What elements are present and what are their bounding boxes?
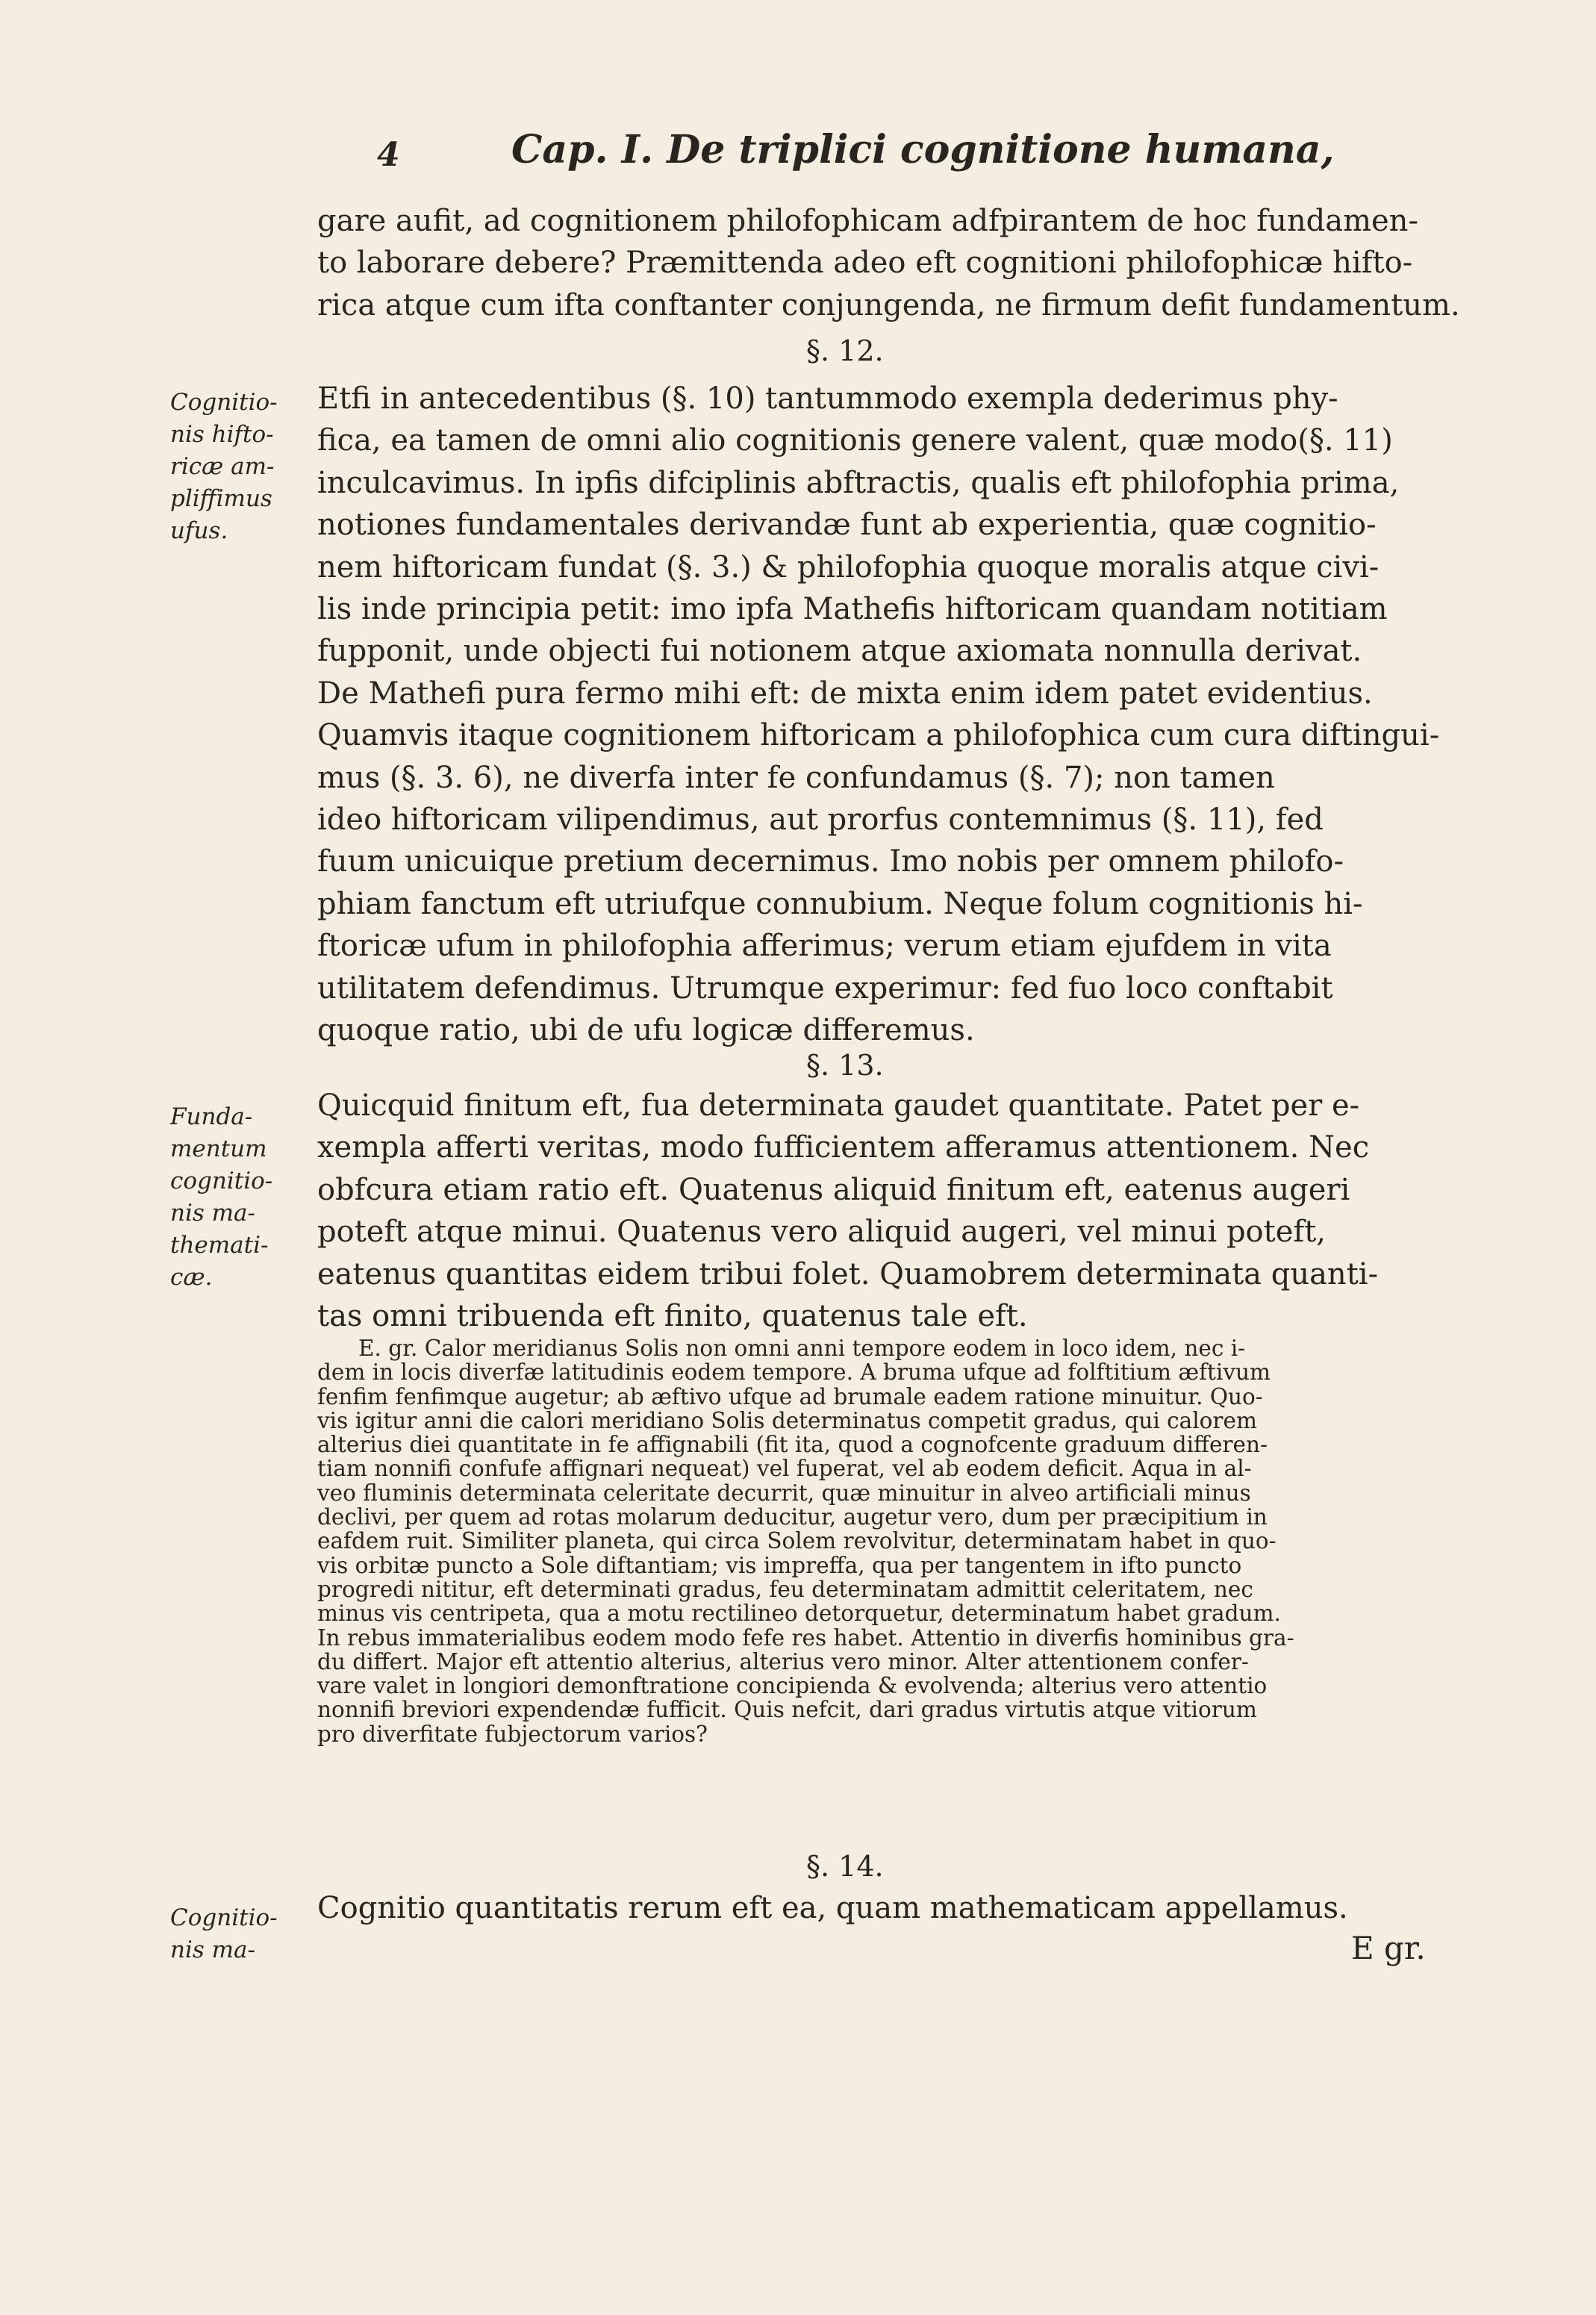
text-line: mus (§. 3. 6), ne diverfa inter fe confundamus (§. 7); non tamen [317,760,1275,795]
note-line: vis orbitæ puncto a Sole diftantiam; vis impreffa, qua per tangentem in ifto puncto [317,1552,1242,1578]
margin-note-section-12 [170,387,312,547]
text-line: poteft atque minui. Quatenus vero aliquid augeri, vel minui poteft, [317,1215,1326,1250]
text-line: lis inde principia petit: imo ipfa Mathefis hiftoricam quandam notitiam [317,592,1388,627]
running-title: Cap. I. De triplici cognitione humana, [511,127,1335,172]
text-line: Quamvis itaque cognitionem hiftoricam a philofophica cum cura diftingui- [317,718,1440,753]
text-line: inculcavimus. In ipfis difciplinis abftractis, qualis eft philofophia prima, [317,465,1400,500]
example-footnote [317,1336,1444,1746]
text-line: utilitatem defendimus. Utrumque experimur: fed fuo loco conftabit [317,970,1333,1006]
margin-note-line: nis hifto- [170,421,274,448]
margin-note-line: mentum [170,1135,267,1162]
text-line: fuum unicuique pretium decernimus. Imo nobis per omnem philofo- [317,844,1344,879]
text-line: gare aufit, ad cognitionem philofophicam adfpirantem de hoc fundamen- [317,204,1418,238]
margin-note-section-13 [170,1101,312,1294]
note-line: vare valet in longiori demonftratione concipienda & evolvenda; alterius vero attentio [317,1673,1268,1699]
text-line: Cognitio quantitatis rerum eft ea, quam mathematicam appellamus. [317,1891,1348,1925]
section-14-body [317,1887,1467,1929]
page-number: 4 [377,136,400,174]
text-line: to laborare debere? Præmittenda adeo eft cognitioni philofophicæ hifto- [317,246,1413,281]
note-line: fenfim fenfimque augetur; ab æftivo ufque ad brumale eadem ratione minuitur. Quo- [317,1383,1263,1409]
margin-note-line: nis ma- [170,1937,255,1963]
margin-note-line: Cognitio- [170,389,278,416]
text-line: Etfi in antecedentibus (§. 10) tantummodo exempla dederimus phy- [317,381,1338,416]
note-line: dem in locis diverfæ latitudinis eodem tempore. A bruma ufque ad folftitium æftivum [317,1359,1271,1386]
note-line: eafdem ruit. Similiter planeta, qui circa Solem revolvitur, determinatam habet in quo- [317,1528,1277,1554]
note-line: du differt. Major eft attentio alterius, alterius vero minor. Alter attentionem confer- [317,1648,1249,1674]
text-line: fupponit, unde objecti fui notionem atque axiomata nonnulla derivat. [317,634,1362,669]
page-header [377,127,1335,194]
text-line: ideo hiftoricam vilipendimus, aut prorfus contemnimus (§. 11), fed [317,803,1324,838]
section-13-heading: §. 13. [806,1049,884,1082]
text-line: rica atque cum ifta conftanter conjungenda, ne firmum defit fundamentum. [317,287,1460,323]
note-line: minus vis centripeta, qua a motu rectilineo detorquetur, determinatum habet gradum. [317,1601,1281,1627]
note-line: declivi, per quem ad rotas molarum deducitur, augetur vero, dum per præcipitium in [317,1504,1268,1530]
text-line: obfcura etiam ratio eft. Quatenus aliquid finitum eft, eatenus augeri [317,1172,1350,1207]
text-line: tas omni tribuenda eft finito, quatenus tale eft. [317,1299,1028,1334]
note-line: pro diverfitate fubjectorum varios? [317,1721,708,1747]
text-line: quoque ratio, ubi de ufu logicæ differemus. [317,1013,975,1048]
margin-note-section-14 [170,1902,312,1966]
section-14-heading: §. 14. [806,1850,884,1883]
margin-note-line: nis ma- [170,1200,255,1227]
text-line: Quicquid finitum eft, fua determinata gaudet quantitate. Patet per e- [317,1088,1360,1123]
margin-note-line: cognitio- [170,1168,273,1194]
opening-paragraph [317,200,1467,326]
text-line: phiam fanctum eft utriufque connubium. Neque folum cognitionis hi- [317,886,1363,921]
section-12-heading: §. 12. [806,334,884,367]
margin-note-line: cæ. [170,1264,213,1291]
margin-note-line: Cognitio- [170,1904,278,1931]
margin-note-line: pliffimus [170,485,272,512]
text-line: ftoricæ ufum in philofophia afferimus; verum etiam ejufdem in vita [317,929,1332,964]
note-line: tiam nonnifi confufe affignari nequeat) vel fuperat, vel ab eodem deficit. Aqua in al- [317,1456,1252,1482]
margin-note-line: ricæ am- [170,453,275,480]
text-line: eatenus quantitas eidem tribui folet. Quamobrem determinata quanti- [317,1256,1379,1292]
margin-note-line: Funda- [170,1103,253,1130]
note-line: veo fluminis determinata celeritate decurrit, quæ minuitur in alveo artificiali minus [317,1480,1251,1506]
text-line: notiones fundamentales derivandæ funt ab experientia, quæ cognitio- [317,508,1377,543]
note-line: progredi nititur, eft determinati gradus, feu determinatam admittit celeritatem, nec [317,1576,1253,1602]
text-line: De Mathefi pura fermo mihi eft: de mixta enim idem patet evidentius. [317,676,1373,711]
section-12-body [317,378,1467,1052]
margin-note-line: themati- [170,1232,269,1259]
catchword: E gr. [1351,1930,1426,1966]
text-line: xempla afferti veritas, modo fufficientem afferamus attentionem. Nec [317,1130,1370,1165]
text-line: fica, ea tamen de omni alio cognitionis genere valent, quæ modo(§. 11) [317,423,1393,458]
note-line: vis igitur anni die calori meridiano Solis determinatus competit gradus, qui calorem [317,1407,1257,1433]
text-line: nem hiftoricam fundat (§. 3.) & philofophia quoque moralis atque civi- [317,549,1380,585]
note-line: E. gr. Calor meridianus Solis non omni anni tempore eodem in loco idem, nec i- [358,1336,1246,1361]
note-line: alterius diei quantitate in fe affignabili (fit ita, quod a cognofcente graduum differen- [317,1432,1268,1458]
note-line: In rebus immaterialibus eodem modo fefe res habet. Attentio in diverfis hominibus gra- [317,1624,1294,1651]
note-line: nonnifi breviori expendendæ fufficit. Quis nefcit, dari gradus virtutis atque vitiorum [317,1697,1257,1723]
margin-note-line: ufus. [170,517,228,544]
section-13-body [317,1085,1467,1337]
